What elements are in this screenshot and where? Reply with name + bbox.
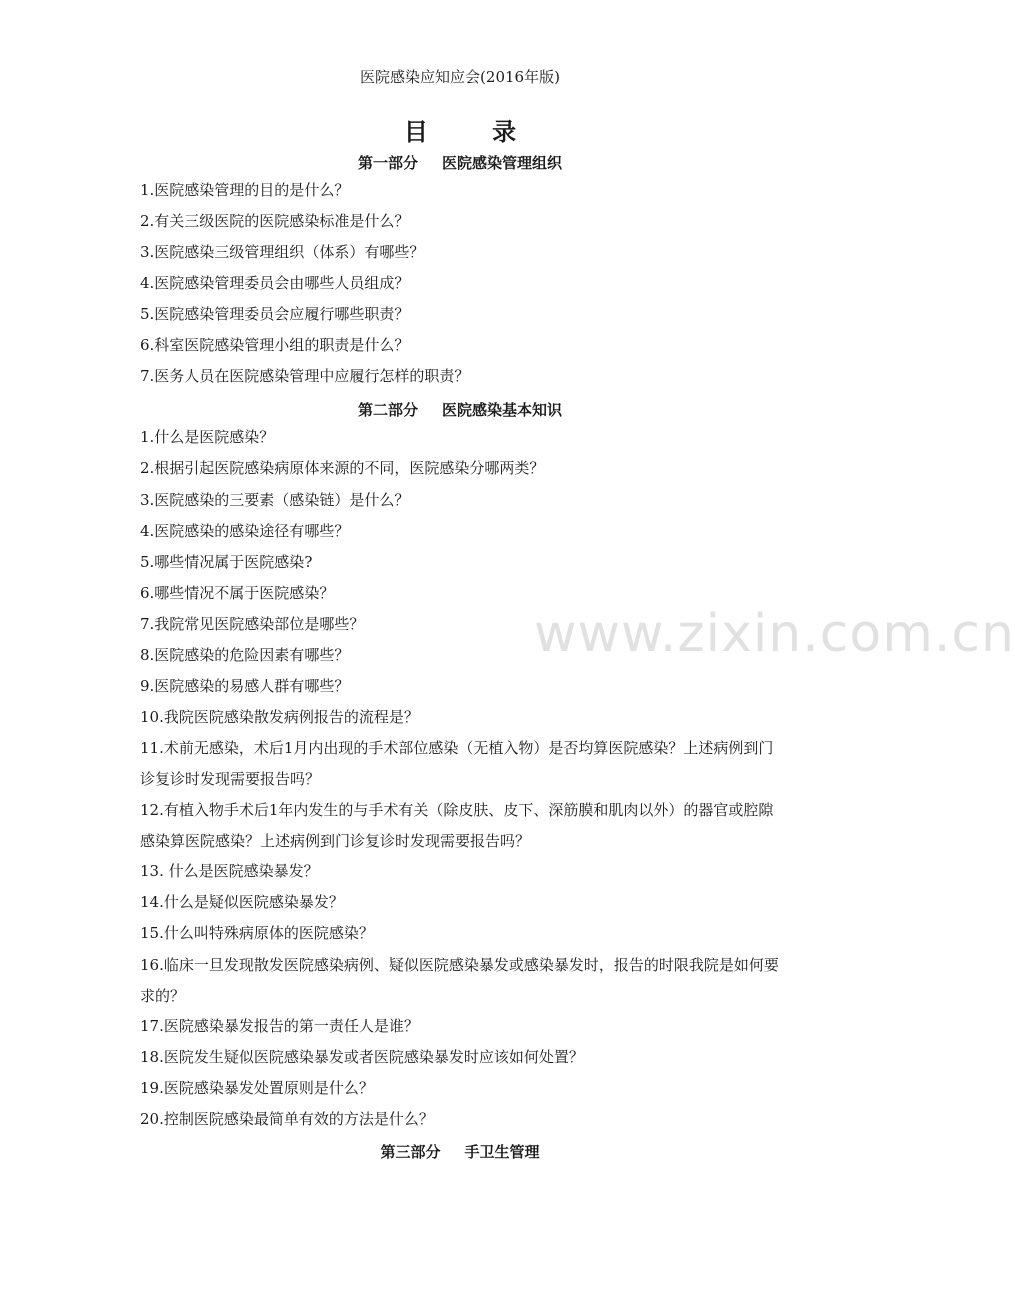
toc-item: 2.有关三级医院的医院感染标准是什么？ [140,212,410,230]
section-heading-2 [0,399,920,420]
toc-item: 3.医院感染三级管理组织（体系）有哪些？ [140,243,425,261]
toc-item: 5.医院感染管理委员会应履行哪些职责？ [140,305,410,323]
toc-item: 10.我院医院感染散发病例报告的流程是？ [140,708,419,726]
toc-item: 3.医院感染的三要素（感染链）是什么？ [140,491,410,509]
toc-item: 8.医院感染的危险因素有哪些？ [140,646,350,664]
section-number: 第三部分 [380,1143,441,1161]
toc-item: 19.医院感染暴发处置原则是什么？ [140,1079,374,1097]
toc-item: 17.医院感染暴发报告的第一责任人是谁？ [140,1017,419,1035]
section-title: 医院感染管理组织 [442,154,563,172]
toc-item: 9.医院感染的易感人群有哪些？ [140,677,350,695]
toc-item: 16.临床一旦发现散发医院感染病例、疑似医院感染暴发或感染暴发时，报告的时限我院是如何要求的？ [140,956,779,1005]
toc-item: 14.什么是疑似医院感染暴发？ [140,893,344,911]
section-heading-3 [0,1141,920,1162]
watermark-text: www.zixin.com.cn [534,604,1015,664]
toc-item: 6.哪些情况不属于医院感染？ [140,584,335,602]
section-title: 手卫生管理 [464,1143,540,1161]
toc-item: 5.哪些情况属于医院感染? [140,553,313,571]
toc-title: 目 录 [403,117,545,146]
toc-item: 7.我院常见医院感染部位是哪些？ [140,615,365,633]
toc-item: 20.控制医院感染最简单有效的方法是什么？ [140,1110,434,1128]
toc-item: 11.术前无感染，术后1月内出现的手术部位感染（无植入物）是否均算医院感染？上述病例到门诊复诊时发现需要报告吗？ [140,739,774,788]
toc-item: 7.医务人员在医院感染管理中应履行怎样的职责？ [140,367,470,385]
toc-item: 4.医院感染管理委员会由哪些人员组成？ [140,274,410,292]
section-number: 第二部分 [357,401,418,419]
toc-item: 15.什么叫特殊病原体的医院感染？ [140,924,374,942]
toc-item: 13. 什么是医院感染暴发？ [140,862,319,880]
toc-item: 1.医院感染管理的目的是什么？ [140,181,350,199]
section-number: 第一部分 [357,154,418,172]
document-header: 医院感染应知应会(2016年版) [360,68,560,86]
section-title: 医院感染基本知识 [442,401,563,419]
section-heading-1 [0,152,920,173]
toc-item: 12.有植入物手术后1年内发生的与手术有关（除皮肤、皮下、深筋膜和肌肉以外）的器官或腔隙感染算医院感染？上述病例到门诊复诊时发现需要报告吗？ [140,801,774,850]
toc-item: 1.什么是医院感染？ [140,428,275,446]
toc-item: 18.医院发生疑似医院感染暴发或者医院感染暴发时应该如何处置？ [140,1048,584,1066]
toc-item: 6.科室医院感染管理小组的职责是什么？ [140,336,410,354]
toc-item: 4.医院感染的感染途径有哪些？ [140,522,350,540]
toc-item: 2.根据引起医院感染病原体来源的不同，医院感染分哪两类？ [140,459,545,477]
